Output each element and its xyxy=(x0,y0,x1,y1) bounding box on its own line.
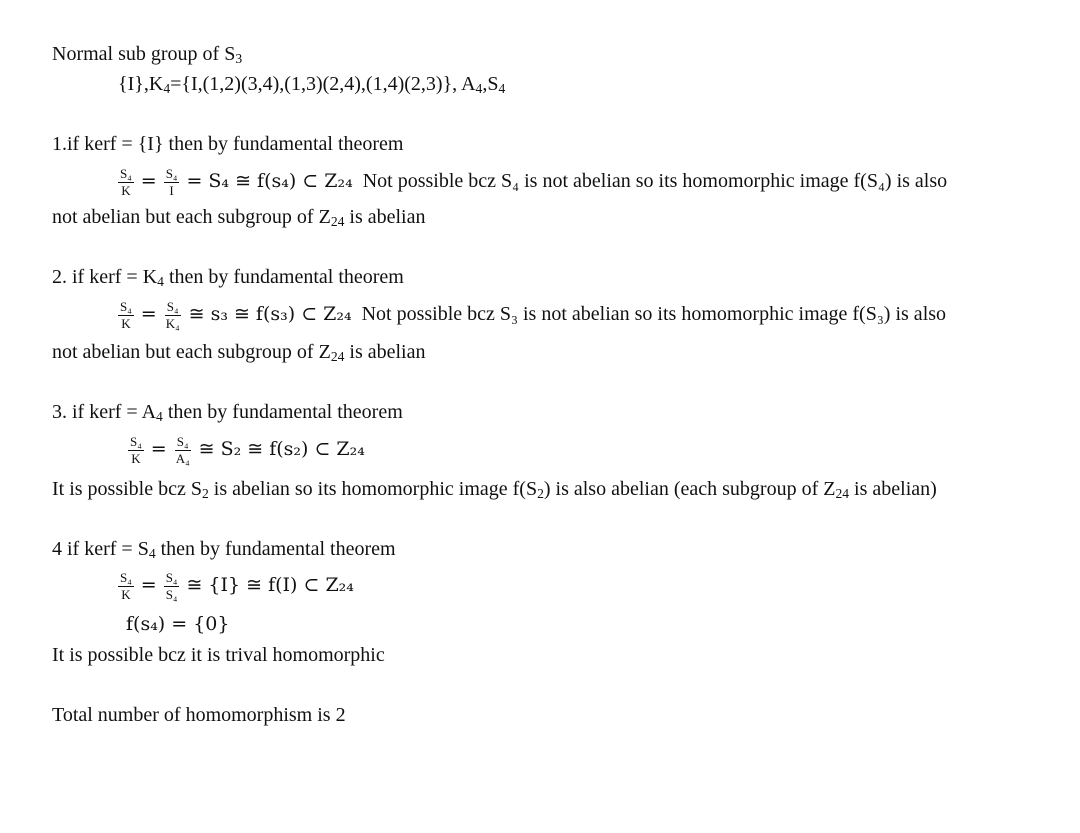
case1-heading: 1.if kerf = {I} then by fundamental theorem xyxy=(52,133,404,155)
case2-rhs: ≅ s₃ ≅ f(s₃) ⊂ Z₂₄ xyxy=(188,303,352,325)
equals-sign: = xyxy=(150,438,167,460)
equals-sign: = xyxy=(140,574,157,596)
case3-fraction-1 xyxy=(128,435,144,466)
normal-subgroups-list xyxy=(118,72,505,96)
case2-head-a: 2. if kerf = K xyxy=(52,266,158,288)
fraction-denominator: A₄ xyxy=(175,450,190,466)
case3-text-a: It is possible bcz S xyxy=(52,478,202,500)
subgroups-sub-a: 4 xyxy=(163,81,171,96)
fraction-denominator: K xyxy=(131,450,141,466)
case4-explanation: It is possible bcz it is trival homomorphic xyxy=(52,644,385,666)
case2-fraction-1 xyxy=(118,300,134,331)
intro-title-text: Normal sub group of S xyxy=(52,43,236,65)
case3-text-sub3: 24 xyxy=(835,486,850,501)
case1-explanation: Not possible bcz S₄ is not abelian so its homomorphic image f(S₄) is also xyxy=(362,170,948,192)
fraction-denominator: K xyxy=(121,182,131,198)
case2-cont-text: not abelian but each subgroup of Z xyxy=(52,341,331,363)
case1-fraction-1 xyxy=(118,167,134,198)
case1-cont-text: not abelian but each subgroup of Z xyxy=(52,206,331,228)
case3-heading xyxy=(52,400,403,424)
case3-text-b: is abelian so its homomorphic image f(S xyxy=(208,478,538,500)
equals-sign: = xyxy=(140,303,157,325)
case3-text-d: is abelian) xyxy=(849,478,937,500)
case2-heading xyxy=(52,265,404,289)
case4-head-a: 4 if kerf = S xyxy=(52,538,149,560)
case2-cont-end: is abelian xyxy=(344,341,426,363)
case2-continuation xyxy=(52,340,426,364)
intro-title xyxy=(52,42,242,66)
fraction-numerator: S₄ xyxy=(120,165,132,181)
subgroups-part-b: ={I,(1,2)(3,4),(1,3)(2,4),(1,4)(2,3)}, A xyxy=(170,73,476,95)
case2-equation xyxy=(116,295,946,333)
case4-equation xyxy=(116,566,354,604)
fraction-denominator: K xyxy=(121,315,131,331)
fraction-numerator: S₄ xyxy=(120,298,132,314)
case1-continuation xyxy=(52,205,426,229)
case4-kernel-equation: f(s₄) = {0} xyxy=(126,613,230,635)
subgroups-sub-b: 4 xyxy=(475,81,483,96)
fraction-denominator: S₄ xyxy=(165,586,178,602)
case4-fraction-2 xyxy=(164,571,180,602)
case3-text-sub2: 2 xyxy=(537,486,544,501)
fraction-numerator: S₄ xyxy=(165,165,178,181)
fraction-numerator: S₄ xyxy=(120,569,132,585)
fraction-numerator: S₄ xyxy=(130,433,142,449)
case4-rhs: ≅ {I} ≅ f(I) ⊂ Z₂₄ xyxy=(186,574,354,596)
case3-rhs: ≅ S₂ ≅ f(s₂) ⊂ Z₂₄ xyxy=(198,438,365,460)
case3-equation xyxy=(126,430,365,468)
case3-head-b: then by fundamental theorem xyxy=(162,401,403,423)
equals-sign: = xyxy=(140,170,157,192)
fraction-denominator: K xyxy=(121,586,131,602)
case3-head-a: 3. if kerf = A xyxy=(52,401,157,423)
case1-cont-sub: 24 xyxy=(330,214,345,229)
fraction-denominator: I xyxy=(169,182,174,198)
case2-head-b: then by fundamental theorem xyxy=(163,266,404,288)
case4-fraction-1 xyxy=(118,571,134,602)
case2-head-sub: 4 xyxy=(157,274,164,289)
case3-text-sub1: 2 xyxy=(202,486,209,501)
subgroups-part-c: ,S xyxy=(482,73,499,95)
case3-explanation xyxy=(52,477,937,501)
case2-cont-sub: 24 xyxy=(330,349,345,364)
case4-head-b: then by fundamental theorem xyxy=(155,538,396,560)
case3-fraction-2 xyxy=(174,435,192,466)
case4-head-sub: 4 xyxy=(148,546,156,561)
case2-fraction-2 xyxy=(164,300,182,331)
case1-cont-end: is abelian xyxy=(344,206,426,228)
fraction-numerator: S₄ xyxy=(176,433,189,449)
subgroups-sub-c: 4 xyxy=(498,81,506,96)
case1-rhs: = S₄ ≅ f(s₄) ⊂ Z₂₄ xyxy=(186,170,353,192)
case3-text-c: ) is also abelian (each subgroup of Z xyxy=(543,478,836,500)
case1-fraction-2 xyxy=(164,167,180,198)
subgroups-part-a: {I},K xyxy=(118,73,164,95)
case1-equation xyxy=(116,162,947,200)
fraction-denominator: K₄ xyxy=(165,315,180,331)
case2-explanation: Not possible bcz S₃ is not abelian so its homomorphic image f(S₃) is also xyxy=(361,303,947,325)
case4-heading xyxy=(52,537,396,561)
case3-head-sub: 4 xyxy=(156,409,163,424)
total-conclusion: Total number of homomorphism is 2 xyxy=(52,704,346,726)
fraction-numerator: S₄ xyxy=(165,569,178,585)
intro-title-sub: 3 xyxy=(235,51,243,66)
fraction-numerator: S₄ xyxy=(166,298,179,314)
